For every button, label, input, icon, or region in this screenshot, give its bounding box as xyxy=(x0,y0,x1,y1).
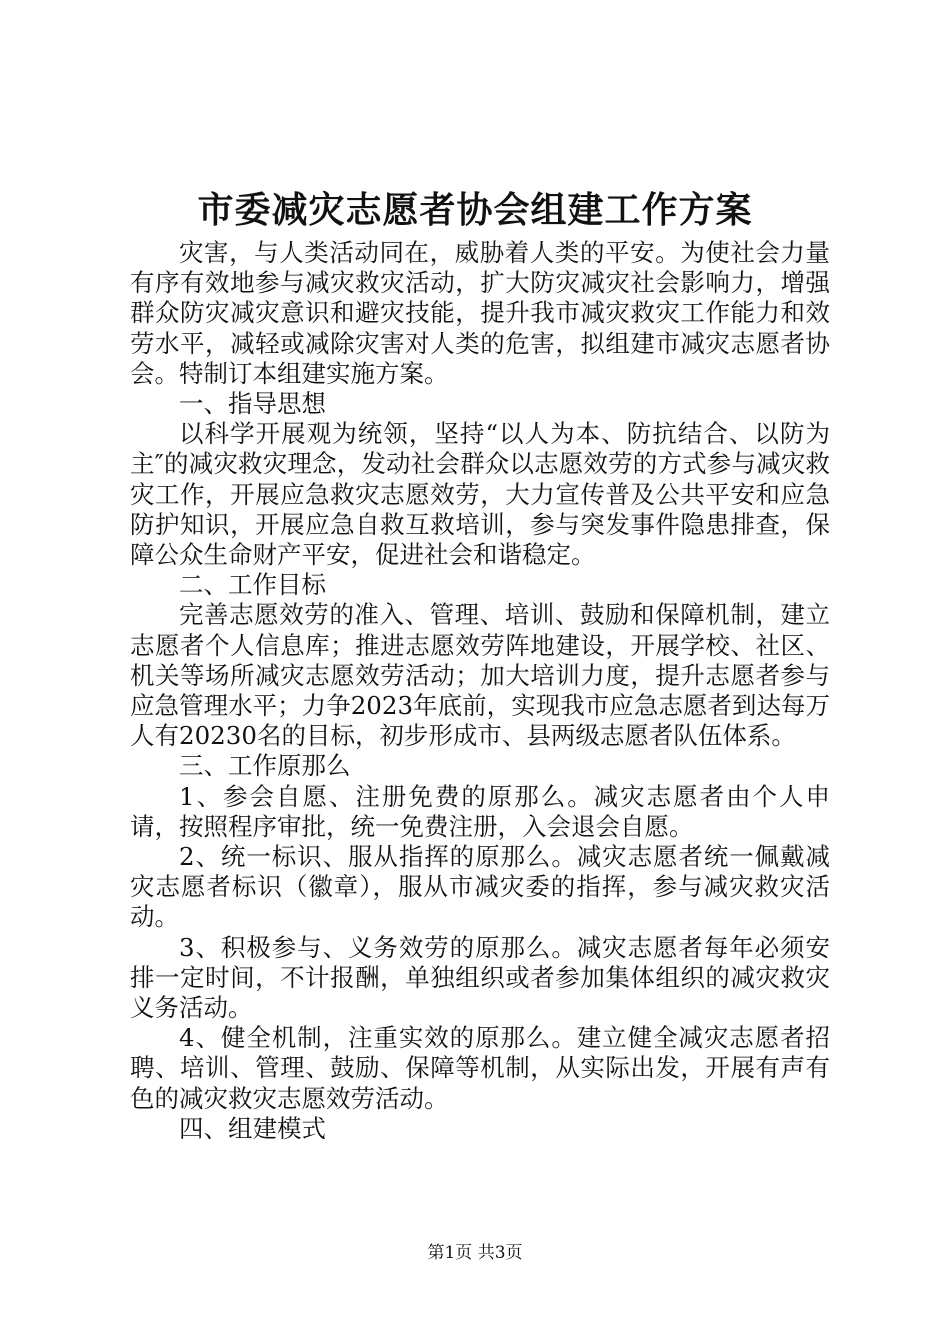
document-body xyxy=(130,238,830,1144)
paragraph-intro: 灾害，与人类活动同在，威胁着人类的平安。为使社会力量有序有效地参与减灾救灾活动，扩大防灾减灾社会影响力，增强群众防灾减灾意识和避灾技能，提升我市减灾救灾工作能力和效劳水平，减轻或减除灾害对人类的危害，拟组建市减灾志愿者协会。特制订本组建实施方案。 xyxy=(130,238,830,388)
section-heading-2: 二、工作目标 xyxy=(179,570,326,600)
document-title: 市委减灾志愿者协会组建工作方案 xyxy=(197,189,753,231)
paragraph-guiding-ideology: 以科学开展观为统领，坚持“以人为本、防抗结合、以防为主″的减灾救灾理念，发动社会群众以志愿效劳的方式参与减灾救灾工作，开展应急救灾志愿效劳，大力宣传普及公共平安和应急防护知识，开展应急自救互救培训，参与突发事件隐患排查，保障公众生命财产平安，促进社会和谐稳定。 xyxy=(130,419,830,570)
section-heading-4: 四、组建模式 xyxy=(179,1113,326,1143)
section-heading-3: 三、工作原那么 xyxy=(179,751,351,781)
page-number-footer: 第1页 共3页 xyxy=(427,1243,523,1263)
paragraph-principle-3: 3、积极参与、义务效劳的原那么。减灾志愿者每年必须安排一定时间，不计报酬，单独组织或者参加集体组织的减灾救灾义务活动。 xyxy=(130,932,830,1023)
paragraph-principle-2: 2、统一标识、服从指挥的原那么。减灾志愿者统一佩戴减灾志愿者标识（徽章），服从市减灾委的指挥，参与减灾救灾活动。 xyxy=(130,842,830,932)
section-heading-1: 一、指导思想 xyxy=(179,389,326,419)
paragraph-principle-1: 1、参会自愿、注册免费的原那么。减灾志愿者由个人申请，按照程序审批，统一免费注册，入会退会自愿。 xyxy=(130,781,830,841)
paragraph-principle-4: 4、健全机制，注重实效的原那么。建立健全减灾志愿者招聘、培训、管理、鼓励、保障等机制，从实际出发，开展有声有色的减灾救灾志愿效劳活动。 xyxy=(130,1023,830,1113)
paragraph-work-goals: 完善志愿效劳的准入、管理、培训、鼓励和保障机制，建立志愿者个人信息库；推进志愿效劳阵地建设，开展学校、社区、机关等场所减灾志愿效劳活动；加大培训力度，提升志愿者参与应急管理水平；力争2023年底前，实现我市应急志愿者到达每万人有20230名的目标，初步形成市、县两级志愿者队伍体系。 xyxy=(130,600,830,751)
